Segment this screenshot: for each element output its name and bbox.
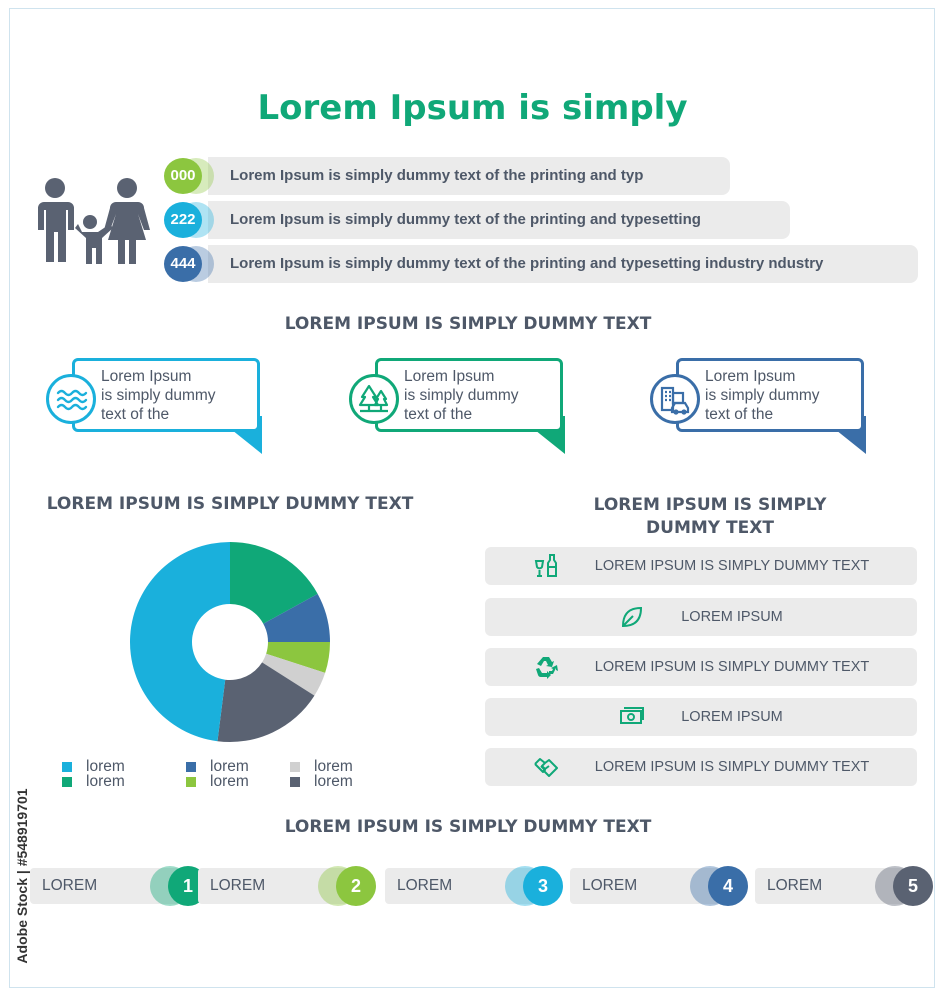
section-title-steps: LOREM IPSUM IS SIMPLY DUMMY TEXT <box>284 817 652 837</box>
info-callout <box>650 358 866 454</box>
step-item <box>30 866 208 906</box>
info-callout <box>349 358 565 454</box>
step-label: LOREM <box>385 868 535 904</box>
recycle-icon <box>533 654 577 680</box>
callout-text <box>72 358 260 432</box>
stat-value: 222 <box>164 202 202 238</box>
step-item <box>198 866 376 906</box>
callout-line: is simply dummy <box>705 387 820 404</box>
step-number: 1 <box>168 866 208 906</box>
legend-item <box>62 774 125 790</box>
bottle-glass-icon <box>533 553 577 579</box>
stat-value: 444 <box>164 246 202 282</box>
legend-swatch <box>290 777 300 787</box>
list-item-label: LOREM IPSUM <box>681 609 783 625</box>
list-item <box>485 598 917 636</box>
money-icon <box>619 704 663 730</box>
callout-line: Lorem Ipsum <box>101 368 192 385</box>
callout-line: Lorem Ipsum <box>404 368 495 385</box>
step-item <box>385 866 563 906</box>
forest-trees-icon <box>349 374 399 424</box>
step-number: 3 <box>523 866 563 906</box>
step-number: 5 <box>893 866 933 906</box>
legend-label: lorem <box>314 758 353 775</box>
main-title: Lorem Ipsum is simply <box>257 88 688 128</box>
list-item-label: LOREM IPSUM IS SIMPLY DUMMY TEXT <box>594 759 870 775</box>
list-item <box>485 698 917 736</box>
stock-credit <box>12 770 32 985</box>
legend-item <box>186 774 249 790</box>
info-callout <box>46 358 262 454</box>
callout-text <box>375 358 563 432</box>
list-item-label: LOREM IPSUM IS SIMPLY DUMMY TEXT <box>594 558 870 574</box>
callout-line: is simply dummy <box>404 387 519 404</box>
list-item-label: LOREM IPSUM IS SIMPLY DUMMY TEXT <box>594 659 870 675</box>
callout-line: is simply dummy <box>101 387 216 404</box>
legend-swatch <box>62 762 72 772</box>
legend-item <box>290 774 353 790</box>
legend-swatch <box>186 777 196 787</box>
step-item <box>570 866 748 906</box>
stat-text: Lorem Ipsum is simply dummy text of the printing and typesetting <box>208 201 790 239</box>
legend-swatch <box>62 777 72 787</box>
step-number: 4 <box>708 866 748 906</box>
step-label: LOREM <box>755 868 905 904</box>
stock-credit-text: Adobe Stock | #548919701 <box>14 788 30 964</box>
donut-chart <box>120 532 340 752</box>
stat-text: Lorem Ipsum is simply dummy text of the printing and typesetting industry ndustry <box>208 245 918 283</box>
stat-text: Lorem Ipsum is simply dummy text of the printing and typ <box>208 157 730 195</box>
handshake-icon <box>533 754 577 780</box>
step-item <box>755 866 933 906</box>
list-item-label: LOREM IPSUM <box>681 709 783 725</box>
section-title-list <box>485 494 935 540</box>
step-label: LOREM <box>30 868 180 904</box>
legend-swatch <box>290 762 300 772</box>
section-title-chart: LOREM IPSUM IS SIMPLY DUMMY TEXT <box>46 494 414 514</box>
list-item <box>485 648 917 686</box>
legend-label: lorem <box>314 773 353 790</box>
legend-label: lorem <box>86 773 125 790</box>
donut-slice <box>130 542 230 741</box>
section-title-list-line-1: LOREM IPSUM IS SIMPLY <box>593 495 827 515</box>
list-item <box>485 547 917 585</box>
callout-line: text of the <box>705 406 774 423</box>
water-waves-icon <box>46 374 96 424</box>
legend-label: lorem <box>86 758 125 775</box>
legend-swatch <box>186 762 196 772</box>
city-car-icon <box>650 374 700 424</box>
leaf-icon <box>619 604 663 630</box>
callout-text <box>676 358 864 432</box>
list-item <box>485 748 917 786</box>
callout-line: text of the <box>101 406 170 423</box>
step-label: LOREM <box>198 868 348 904</box>
legend-label: lorem <box>210 773 249 790</box>
callout-line: text of the <box>404 406 473 423</box>
step-number: 2 <box>336 866 376 906</box>
legend-label: lorem <box>210 758 249 775</box>
stat-value: 000 <box>164 158 202 194</box>
callout-line: Lorem Ipsum <box>705 368 796 385</box>
step-label: LOREM <box>570 868 720 904</box>
section-title-1: LOREM IPSUM IS SIMPLY DUMMY TEXT <box>284 314 652 334</box>
section-title-list-line-2: DUMMY TEXT <box>646 518 774 538</box>
family-icon <box>28 178 156 264</box>
